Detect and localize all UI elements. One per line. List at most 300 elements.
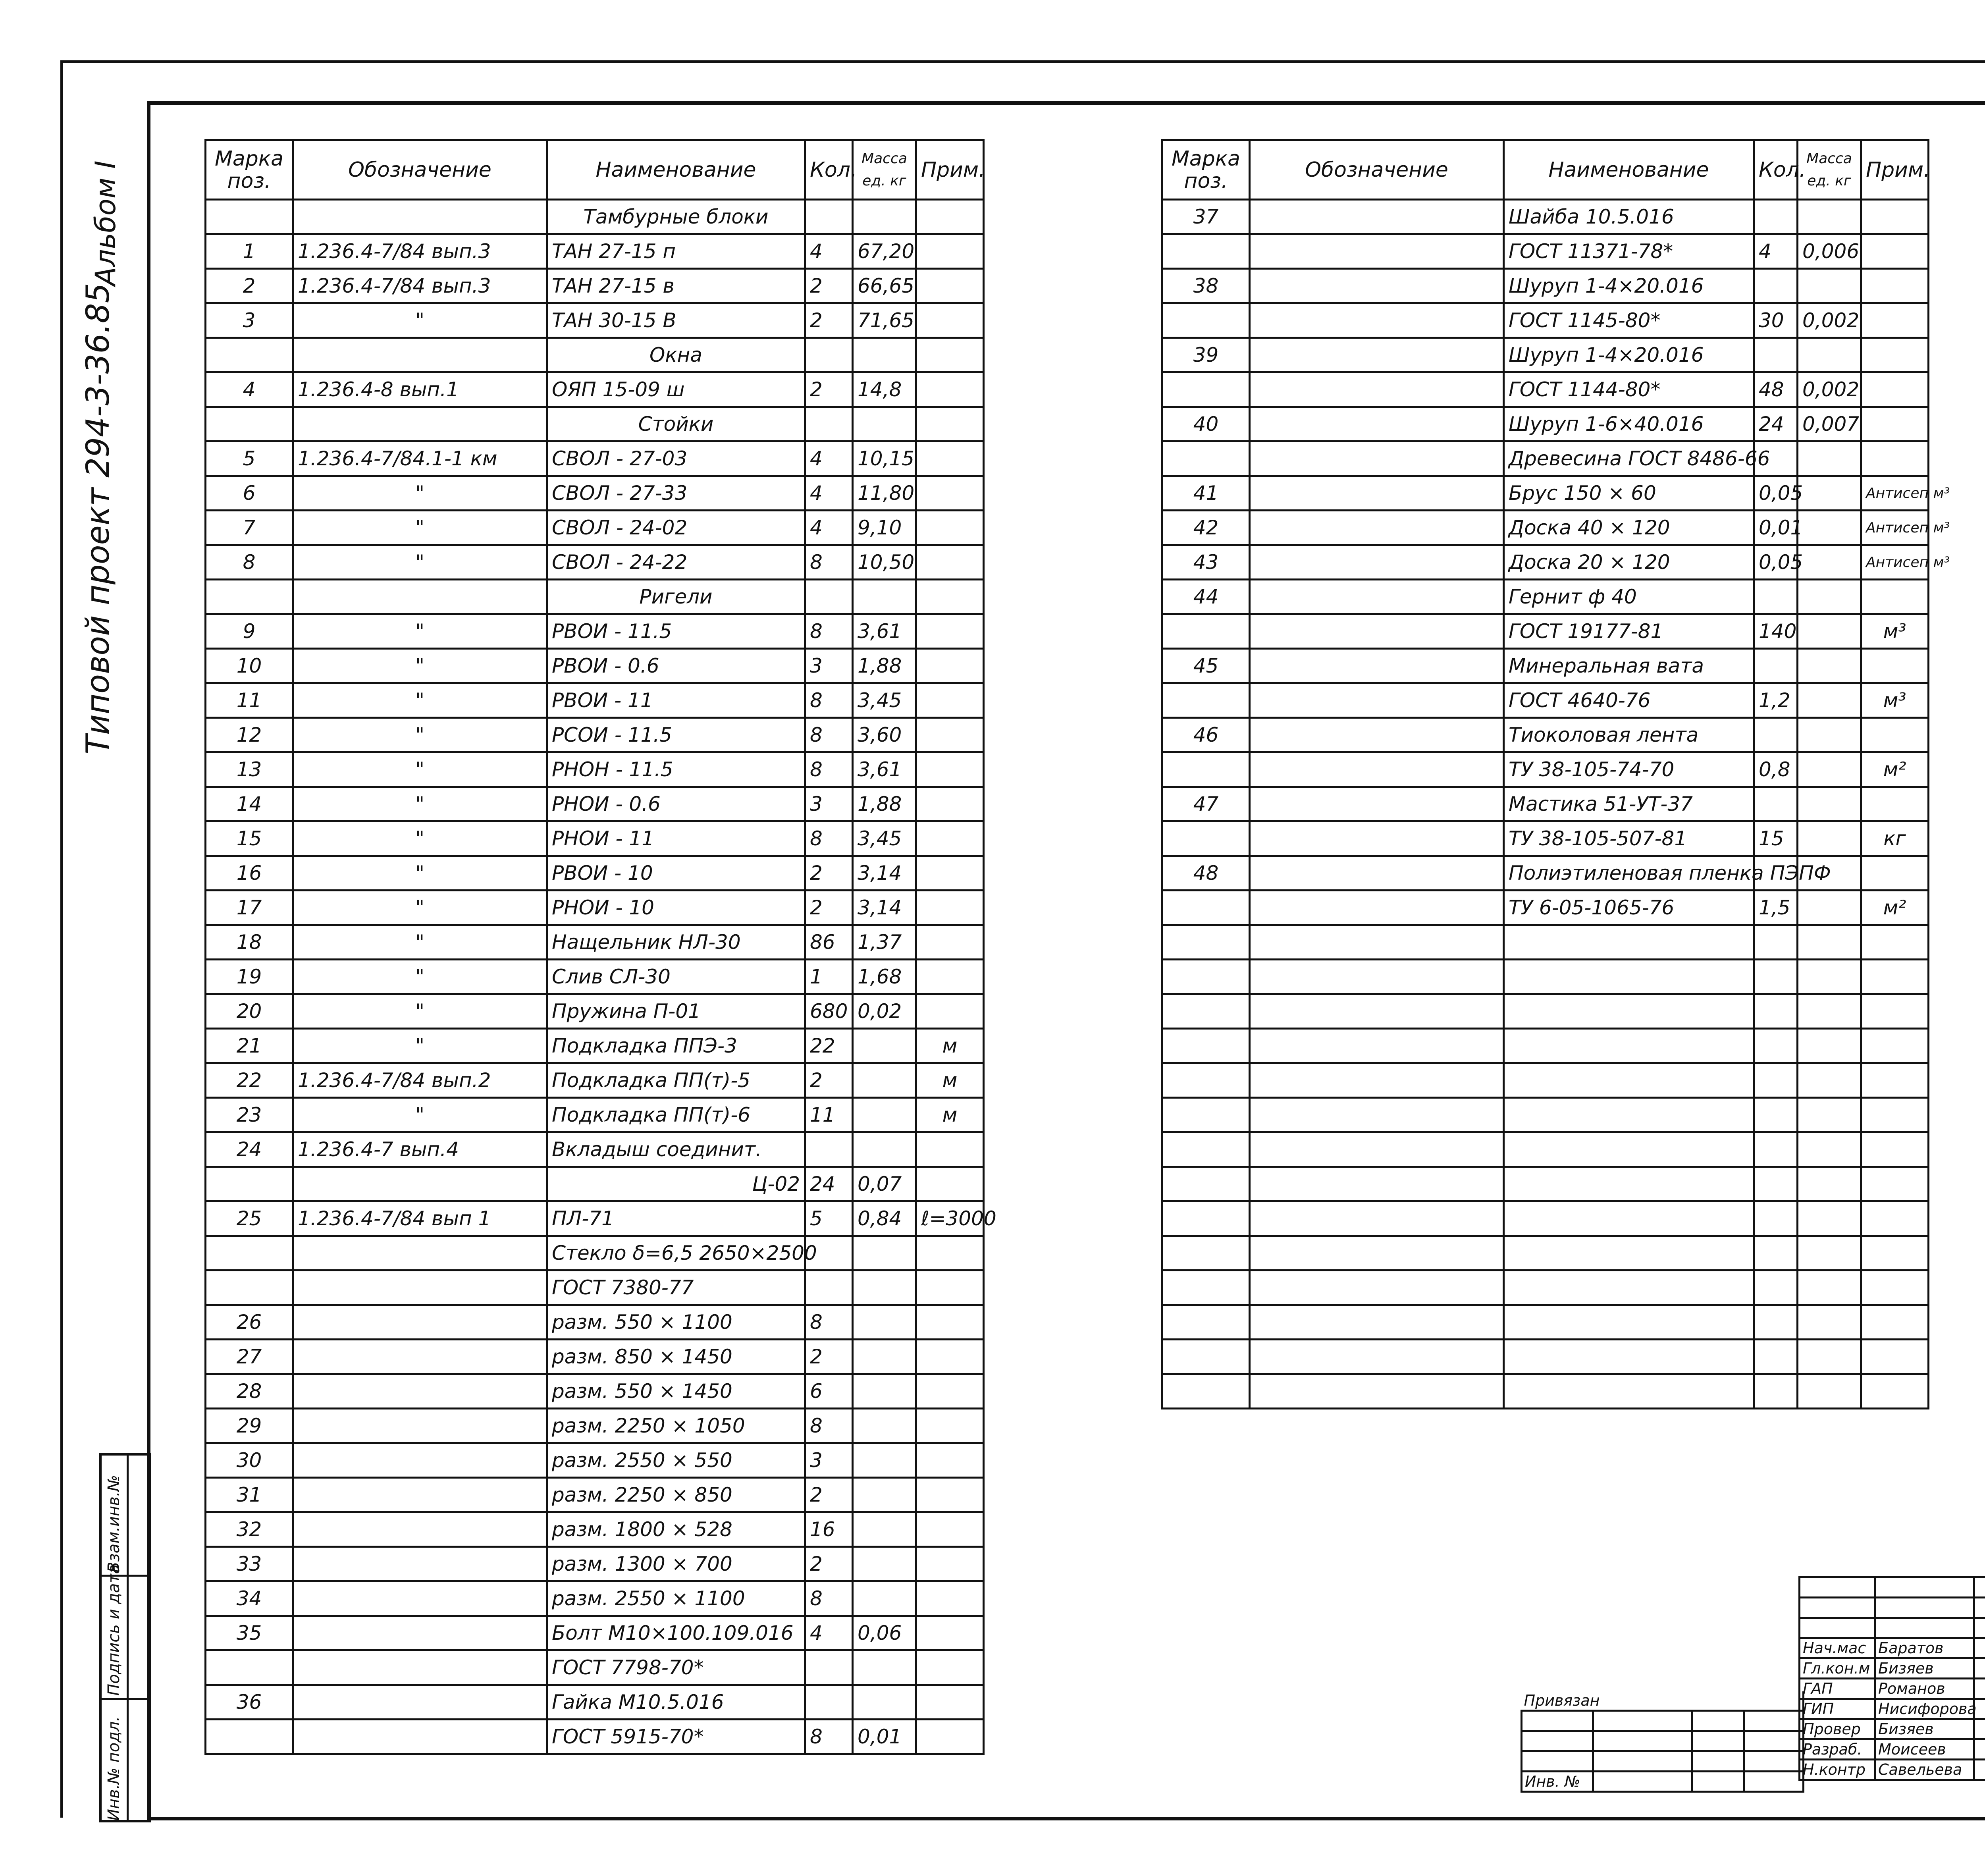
cell-note [1861, 1098, 1929, 1132]
table-row [206, 580, 984, 614]
cell-mass [853, 1547, 916, 1581]
cell-mark: 2 [206, 269, 293, 303]
table-row [206, 372, 984, 407]
cell-note [916, 891, 984, 925]
table-row [1162, 372, 1929, 407]
cell-mark [1162, 442, 1250, 476]
cell-name: ТУ 38-105-74-70 [1504, 752, 1754, 787]
cell-designation [1250, 960, 1504, 994]
cell-mass [1798, 1374, 1861, 1409]
cell-mark: 21 [206, 1029, 293, 1063]
cell-qty: 22 [805, 1029, 853, 1063]
table-row [1162, 1271, 1929, 1305]
cell-designation [1250, 1305, 1504, 1340]
cell-note [1861, 1132, 1929, 1167]
cell-designation [1250, 580, 1504, 614]
role-label: ГАП [1800, 1679, 1875, 1699]
cell-name: Гайка М10.5.016 [547, 1685, 805, 1720]
cell-qty: 8 [805, 614, 853, 649]
cell-mark: 13 [206, 752, 293, 787]
signature-cell [1974, 1679, 1985, 1699]
cell-mark [1162, 1063, 1250, 1098]
header-mark: Марка поз. [206, 140, 293, 200]
table-row [1162, 614, 1929, 649]
cell-note [916, 1685, 984, 1720]
table-row [206, 1512, 984, 1547]
cell-designation [1250, 1029, 1504, 1063]
cell-designation: 1.236.4-7/84 вып 1 [293, 1201, 547, 1236]
cell-note: м² [1861, 752, 1929, 787]
table-row [1162, 821, 1929, 856]
cell-mark: 17 [206, 891, 293, 925]
cell-mass: 0,84 [853, 1201, 916, 1236]
table-row [206, 1201, 984, 1236]
cell-qty: 8 [805, 752, 853, 787]
cell-qty [1754, 1236, 1798, 1271]
cell-designation: " [293, 614, 547, 649]
cell-note: м [916, 1098, 984, 1132]
table-row [206, 614, 984, 649]
cell-note: Антисеп м³ [1861, 476, 1929, 511]
cell-note [916, 1547, 984, 1581]
inv-label-1: Подпись и дата [105, 1564, 123, 1696]
cell-name [1504, 1374, 1754, 1409]
cell-name: Минеральная вата [1504, 649, 1754, 683]
cell-designation [293, 1547, 547, 1581]
cell-designation [293, 1305, 547, 1340]
cell-note [1861, 787, 1929, 821]
cell-name: РНОИ - 0.6 [547, 787, 805, 821]
cell-mark: 46 [1162, 718, 1250, 752]
cell-designation [293, 1340, 547, 1374]
cell-mass [853, 1236, 916, 1271]
cell-qty [1754, 1340, 1798, 1374]
table-row [206, 1098, 984, 1132]
table-row [206, 338, 984, 372]
cell-qty [1754, 1029, 1798, 1063]
cell-mass: 3,61 [853, 614, 916, 649]
cell-mass [853, 1581, 916, 1616]
table-row [206, 303, 984, 338]
cell-qty [805, 407, 853, 442]
cell-name: Вкладыш соединит. [547, 1132, 805, 1167]
role-label: Провер [1800, 1719, 1875, 1739]
cell-qty: 2 [805, 269, 853, 303]
table-row [206, 718, 984, 752]
table-row [1162, 269, 1929, 303]
cell-qty [1754, 1132, 1798, 1167]
cell-mark: 18 [206, 925, 293, 960]
cell-name [1504, 1305, 1754, 1340]
table-row [1162, 200, 1929, 234]
cell-qty: 1,2 [1754, 683, 1798, 718]
cell-name: Шуруп 1-4×20.016 [1504, 269, 1754, 303]
cell-note [916, 1720, 984, 1754]
cell-name: разм. 550 × 1100 [547, 1305, 805, 1340]
cell-mark [1162, 821, 1250, 856]
table-row [1162, 1305, 1929, 1340]
cell-qty: 8 [805, 718, 853, 752]
cell-mark [1162, 303, 1250, 338]
cell-designation [1250, 1201, 1504, 1236]
cell-mark: 9 [206, 614, 293, 649]
cell-note [1861, 580, 1929, 614]
cell-name: Стекло δ=6,5 2650×2500 [547, 1236, 805, 1271]
cell-name: Тамбурные блоки [547, 200, 805, 234]
cell-name: ГОСТ 11371-78* [1504, 234, 1754, 269]
cell-designation: " [293, 752, 547, 787]
cell-designation [293, 1167, 547, 1201]
stamp-row [1800, 1618, 1985, 1638]
cell-designation [1250, 1340, 1504, 1374]
cell-note [1861, 338, 1929, 372]
cell-qty [1754, 960, 1798, 994]
cell-name: СВОЛ - 24-02 [547, 511, 805, 545]
cell-name: РВОИ - 10 [547, 856, 805, 891]
cell-mark [1162, 1340, 1250, 1374]
cell-qty: 8 [805, 545, 853, 580]
cell-name: Шуруп 1-6×40.016 [1504, 407, 1754, 442]
cell-qty: 8 [805, 683, 853, 718]
cell-name [1504, 1029, 1754, 1063]
cell-qty: 2 [805, 891, 853, 925]
table-row [1162, 1167, 1929, 1201]
cell-qty [1754, 338, 1798, 372]
cell-name: Шайба 10.5.016 [1504, 200, 1754, 234]
table-row [1162, 1063, 1929, 1098]
cell-mark: 22 [206, 1063, 293, 1098]
cell-qty: 8 [805, 1409, 853, 1443]
table-row [1162, 1098, 1929, 1132]
cell-qty [805, 1132, 853, 1167]
cell-mass: 1,88 [853, 787, 916, 821]
cell-designation: " [293, 303, 547, 338]
cell-designation [1250, 1098, 1504, 1132]
table-row [1162, 960, 1929, 994]
cell-qty: 24 [805, 1167, 853, 1201]
cell-qty [1754, 1063, 1798, 1098]
cell-mass: 14,8 [853, 372, 916, 407]
cell-designation [1250, 1271, 1504, 1305]
role-person: Савельева [1875, 1760, 1974, 1780]
table-row [206, 234, 984, 269]
cell-designation [1250, 891, 1504, 925]
cell-mark [1162, 994, 1250, 1029]
cell-mass [853, 1512, 916, 1547]
cell-designation [293, 1409, 547, 1443]
table-row [206, 1063, 984, 1098]
cell-mass [853, 1443, 916, 1478]
cell-note [916, 1512, 984, 1547]
cell-qty: 0,05 [1754, 476, 1798, 511]
cell-designation: " [293, 821, 547, 856]
cell-designation [1250, 511, 1504, 545]
cell-mark: 36 [206, 1685, 293, 1720]
cell-qty: 16 [805, 1512, 853, 1547]
cell-designation [1250, 1374, 1504, 1409]
cell-note [916, 1650, 984, 1685]
cell-note [916, 752, 984, 787]
role-label: Нач.мас [1800, 1638, 1875, 1658]
cell-note [916, 1132, 984, 1167]
cell-mass: 3,60 [853, 718, 916, 752]
role-row [1800, 1719, 1985, 1739]
cell-name: Стойки [547, 407, 805, 442]
cell-name [1504, 1201, 1754, 1236]
cell-note [916, 925, 984, 960]
table-row [206, 511, 984, 545]
cell-name: разм. 2250 × 850 [547, 1478, 805, 1512]
table-row [206, 1305, 984, 1340]
cell-note [1861, 1063, 1929, 1098]
cell-qty [1754, 718, 1798, 752]
table-row [206, 1478, 984, 1512]
cell-note [1861, 1305, 1929, 1340]
cell-designation [1250, 1063, 1504, 1098]
cell-note [1861, 1340, 1929, 1374]
cell-name: Слив СЛ-30 [547, 960, 805, 994]
table-row [206, 856, 984, 891]
table-row [1162, 718, 1929, 752]
cell-name: Гернит ф 40 [1504, 580, 1754, 614]
cell-qty: 2 [805, 1478, 853, 1512]
table-row [206, 787, 984, 821]
cell-mark: 31 [206, 1478, 293, 1512]
cell-mark [1162, 1236, 1250, 1271]
cell-qty: 8 [805, 1720, 853, 1754]
cell-name: Древесина ГОСТ 8486-66 [1504, 442, 1754, 476]
cell-mass: 3,14 [853, 856, 916, 891]
cell-note [1861, 1167, 1929, 1201]
cell-designation: " [293, 545, 547, 580]
table-row [1162, 683, 1929, 718]
cell-mass [853, 1340, 916, 1374]
cell-mass [853, 338, 916, 372]
cell-qty: 1,5 [1754, 891, 1798, 925]
table-row [206, 752, 984, 787]
inv-no-label: Инв. № [1522, 1772, 1593, 1792]
cell-qty [1754, 1201, 1798, 1236]
cell-mass: 67,20 [853, 234, 916, 269]
cell-name: РНОИ - 10 [547, 891, 805, 925]
cell-qty: 2 [805, 1063, 853, 1098]
role-label: Н.контр [1800, 1760, 1875, 1780]
cell-mass [1798, 1132, 1861, 1167]
cell-mass [853, 407, 916, 442]
cell-name: ГОСТ 4640-76 [1504, 683, 1754, 718]
cell-note [916, 1409, 984, 1443]
table-row [1162, 303, 1929, 338]
table-row [1162, 1340, 1929, 1374]
role-label: Гл.кон.м [1800, 1658, 1875, 1679]
cell-designation [293, 1650, 547, 1685]
table-row [206, 960, 984, 994]
cell-mark: 47 [1162, 787, 1250, 821]
cell-mass [1798, 891, 1861, 925]
cell-name: Полиэтиленовая пленка ПЭПФ [1504, 856, 1754, 891]
cell-name: разм. 850 × 1450 [547, 1340, 805, 1374]
cell-qty: 4 [805, 442, 853, 476]
cell-note [1861, 718, 1929, 752]
cell-qty: 48 [1754, 372, 1798, 407]
cell-note [1861, 649, 1929, 683]
cell-mark [206, 1167, 293, 1201]
cell-note [916, 580, 984, 614]
cell-mass [1798, 1098, 1861, 1132]
cell-note [1861, 960, 1929, 994]
role-person: Моисеев [1875, 1739, 1974, 1760]
cell-note [916, 1236, 984, 1271]
table-row [1162, 925, 1929, 960]
cell-note [916, 442, 984, 476]
header-name: Наименование [547, 140, 805, 200]
cell-note [916, 200, 984, 234]
cell-name: разм. 2550 × 1100 [547, 1581, 805, 1616]
title-block [1521, 1576, 1985, 1820]
cell-designation: " [293, 856, 547, 891]
cell-note [1861, 234, 1929, 269]
cell-qty [1754, 787, 1798, 821]
cell-qty [1754, 1374, 1798, 1409]
cell-name: ГОСТ 1145-80* [1504, 303, 1754, 338]
cell-designation [1250, 1132, 1504, 1167]
cell-mark: 1 [206, 234, 293, 269]
cell-qty: 30 [1754, 303, 1798, 338]
cell-note [916, 372, 984, 407]
cell-name: РВОИ - 11.5 [547, 614, 805, 649]
table-row [206, 269, 984, 303]
cell-qty: 2 [805, 303, 853, 338]
cell-name: разм. 2550 × 550 [547, 1443, 805, 1478]
table-row [1162, 1236, 1929, 1271]
cell-mark [1162, 1132, 1250, 1167]
cell-mark: 24 [206, 1132, 293, 1167]
role-person: Бизяев [1875, 1719, 1974, 1739]
cell-name: РВОИ - 11 [547, 683, 805, 718]
role-row [1800, 1638, 1985, 1658]
cell-mass [1798, 1167, 1861, 1201]
table-row [1162, 407, 1929, 442]
cell-name: Подкладка ПП(т)-5 [547, 1063, 805, 1098]
cell-name: ГОСТ 1144-80* [1504, 372, 1754, 407]
cell-qty: 2 [805, 856, 853, 891]
cell-mark: 38 [1162, 269, 1250, 303]
table-row [1162, 856, 1929, 891]
cell-qty [1754, 649, 1798, 683]
cell-mark: 43 [1162, 545, 1250, 580]
cell-designation: 1.236.4-7/84 вып.3 [293, 234, 547, 269]
cell-mass [1798, 1271, 1861, 1305]
cell-name [1504, 925, 1754, 960]
cell-designation: " [293, 787, 547, 821]
table-row [1162, 752, 1929, 787]
table-row [1162, 787, 1929, 821]
cell-qty [1754, 1305, 1798, 1340]
cell-name: ГОСТ 7798-70* [547, 1650, 805, 1685]
cell-mark [1162, 1305, 1250, 1340]
table-row [206, 200, 984, 234]
cell-qty [1754, 580, 1798, 614]
cell-mark: 14 [206, 787, 293, 821]
cell-note [1861, 1236, 1929, 1271]
cell-designation [293, 407, 547, 442]
cell-mark [1162, 614, 1250, 649]
cell-mass: 0,01 [853, 1720, 916, 1754]
cell-mark: 30 [206, 1443, 293, 1478]
cell-designation [1250, 269, 1504, 303]
cell-designation [1250, 856, 1504, 891]
cell-qty [805, 338, 853, 372]
cell-mass: 3,45 [853, 821, 916, 856]
cell-qty: 5 [805, 1201, 853, 1236]
cell-mass [1798, 821, 1861, 856]
cell-note [1861, 407, 1929, 442]
table-row [206, 649, 984, 683]
cell-designation: " [293, 925, 547, 960]
cell-designation [1250, 994, 1504, 1029]
cell-name: Шуруп 1-4×20.016 [1504, 338, 1754, 372]
cell-name: Болт М10×100.109.016 [547, 1616, 805, 1650]
table-row [1162, 1029, 1929, 1063]
cell-mass [853, 1650, 916, 1685]
header-designation: Обозначение [293, 140, 547, 200]
cell-mark: 6 [206, 476, 293, 511]
table-row [206, 1547, 984, 1581]
table-row [1162, 1201, 1929, 1236]
cell-mass [853, 1063, 916, 1098]
cell-designation [1250, 442, 1504, 476]
cell-note [1861, 303, 1929, 338]
cell-qty: 0,05 [1754, 545, 1798, 580]
cell-mark [1162, 1098, 1250, 1132]
cell-name [1504, 1132, 1754, 1167]
cell-mass: 9,10 [853, 511, 916, 545]
cell-mass [853, 1098, 916, 1132]
table-row [206, 1581, 984, 1616]
cell-designation [1250, 821, 1504, 856]
cell-mark: 45 [1162, 649, 1250, 683]
cell-mass: 0,006 [1798, 234, 1861, 269]
cell-qty: 3 [805, 787, 853, 821]
cell-qty: 4 [805, 1616, 853, 1650]
cell-designation: 1.236.4-7/84 вып.3 [293, 269, 547, 303]
cell-name: РНОН - 11.5 [547, 752, 805, 787]
cell-mass: 0,07 [853, 1167, 916, 1201]
table-row [206, 1409, 984, 1443]
cell-mass [853, 1685, 916, 1720]
stamp-row [1800, 1598, 1985, 1618]
cell-note: м [916, 1063, 984, 1098]
cell-name: СВОЛ - 27-33 [547, 476, 805, 511]
table-row [206, 1374, 984, 1409]
privyazan-label: Привязан [1522, 1691, 1804, 1711]
cell-mark [1162, 752, 1250, 787]
cell-mark: 4 [206, 372, 293, 407]
cell-name: разм. 2250 × 1050 [547, 1409, 805, 1443]
role-row [1800, 1760, 1985, 1780]
cell-name: ТУ 6-05-1065-76 [1504, 891, 1754, 925]
role-label: ГИП [1800, 1699, 1875, 1719]
cell-mark: 15 [206, 821, 293, 856]
cell-mark: 41 [1162, 476, 1250, 511]
cell-designation: " [293, 994, 547, 1029]
cell-mark [1162, 1201, 1250, 1236]
stamp-row [1800, 1577, 1985, 1598]
cell-mass [853, 1305, 916, 1340]
role-row [1800, 1679, 1985, 1699]
cell-designation [1250, 234, 1504, 269]
cell-name [1504, 1167, 1754, 1201]
